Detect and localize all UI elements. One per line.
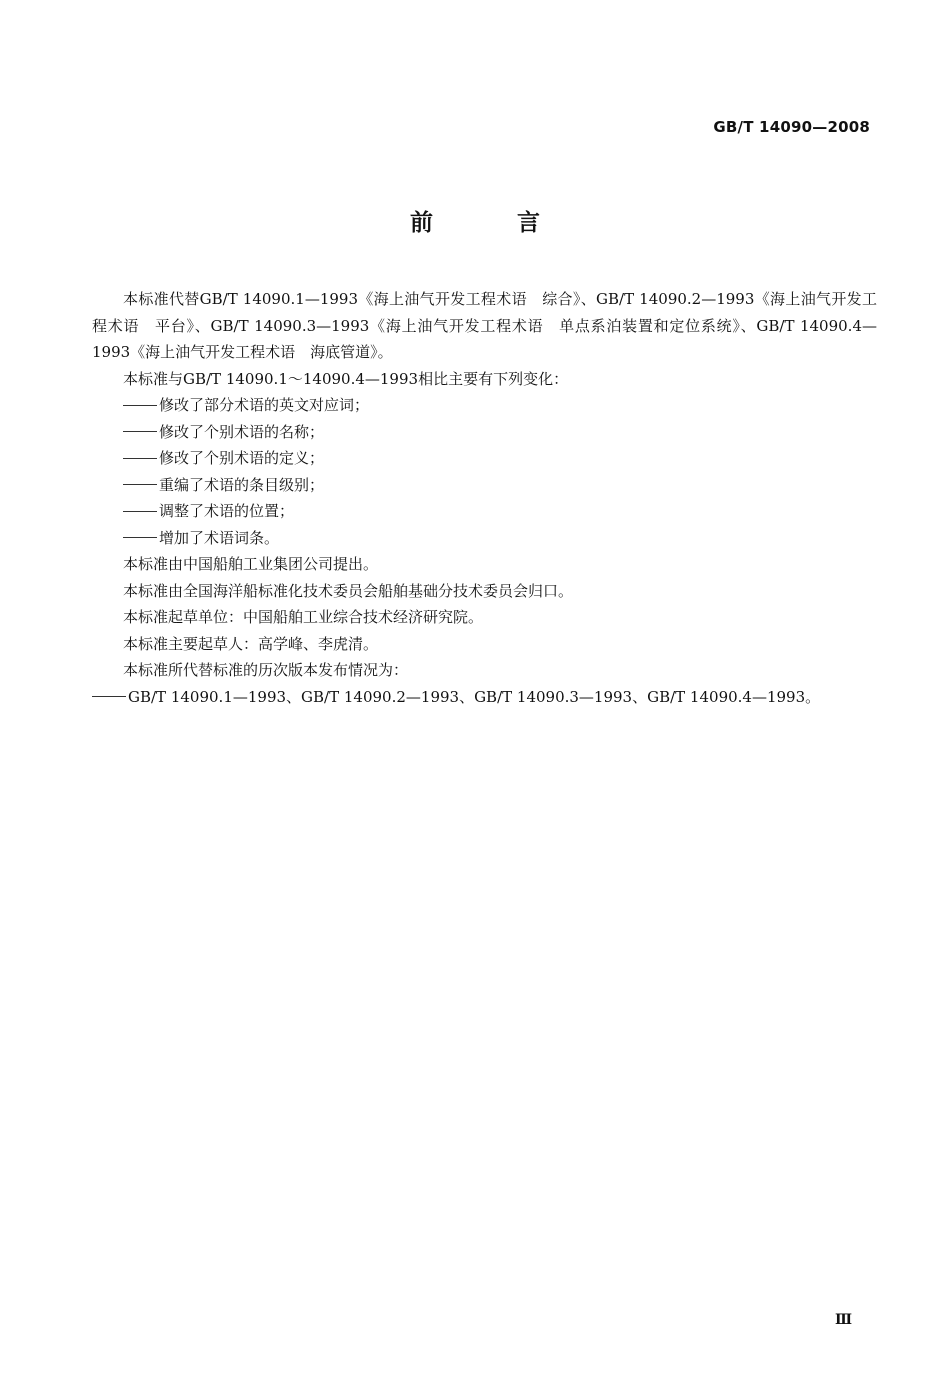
paragraph-changes-intro: 本标准与GB/T 14090.1～14090.4—1993相比主要有下列变化： (123, 369, 569, 388)
page-title: 前 言 (409, 210, 578, 236)
paragraph-drafters: 本标准主要起草人：高学峰、李虎清。 (123, 634, 379, 653)
standard-code: GB/T 14090—2008 (713, 118, 870, 136)
dash-mark (123, 537, 157, 538)
change-text: 调整了术语的位置； (159, 502, 295, 520)
change-text: 修改了个别术语的名称； (159, 422, 325, 441)
change-text: 修改了个别术语的定义； (159, 449, 325, 467)
paragraph-proposer: 本标准由中国船舶工业集团公司提出。 (123, 555, 379, 573)
paragraph-drafting-unit: 本标准起草单位：中国船舶工业综合技术经济研究院。 (123, 608, 484, 626)
paragraph-committee: 本标准由全国海洋船标准化技术委员会船舶基础分技术委员会归口。 (123, 581, 574, 600)
change-text: 增加了术语词条。 (159, 528, 280, 547)
dash-mark (123, 405, 157, 406)
history-item (92, 684, 877, 711)
dash-mark (123, 458, 157, 459)
change-text: 重编了术语的条目级别； (159, 475, 325, 494)
list-item (92, 498, 877, 525)
list-item (92, 419, 877, 446)
paragraph-replacement: 本标准代替GB/T 14090.1—1993《海上油气开发工程术语 综合》、GB/T 14090.2—1993《海上油气开发工程术语 平台》、GB/T 14090.3—1993《海上油气开发工程术语 单点系泊装置和定位系统》、GB/T 14090.4—1993《海上油气开发工程术语 海底管道》。 (92, 290, 877, 361)
list-item (92, 525, 877, 552)
history-text: GB/T 14090.1—1993、GB/T 14090.2—1993、GB/T 14090.3—1993、GB/T 14090.4—1993。 (128, 687, 821, 706)
foreword-body (92, 286, 877, 710)
list-item (92, 445, 877, 472)
dash-mark (92, 696, 126, 697)
page-number: Ⅲ (834, 1312, 852, 1328)
dash-mark (123, 431, 157, 432)
paragraph-history-intro: 本标准所代替标准的历次版本发布情况为： (123, 661, 409, 679)
list-item (92, 472, 877, 499)
dash-mark (123, 484, 157, 485)
change-text: 修改了部分术语的英文对应词； (159, 396, 370, 414)
dash-mark (123, 511, 157, 512)
list-item (92, 392, 877, 419)
